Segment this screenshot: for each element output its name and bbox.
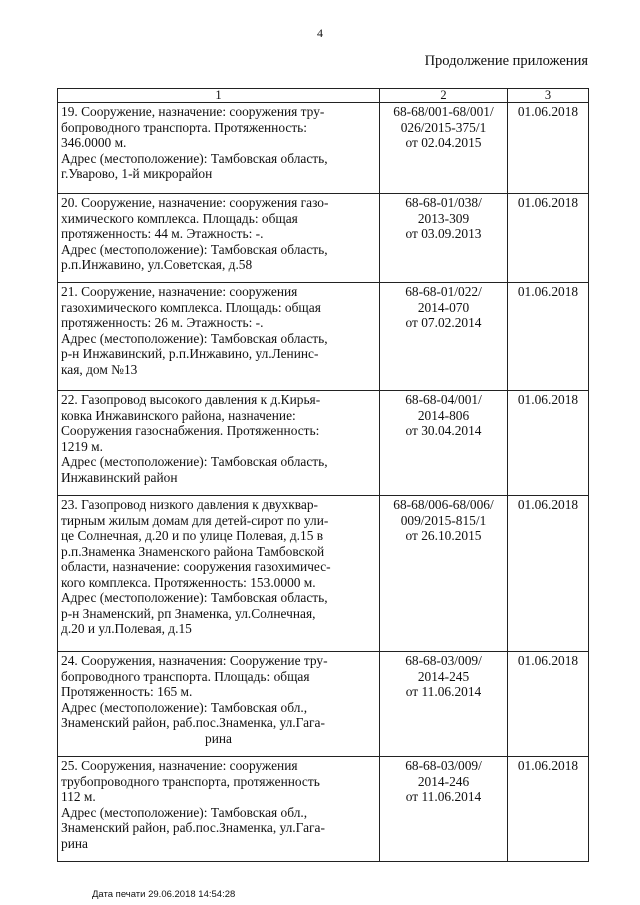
description-line: химического комплекса. Площадь: общая: [61, 210, 298, 226]
date-cell: 01.06.2018: [508, 194, 589, 283]
date-cell: 01.06.2018: [508, 283, 589, 391]
object-description: [58, 391, 380, 496]
registration-number: [380, 103, 508, 194]
date-cell: 01.06.2018: [508, 103, 589, 194]
description-line: р.п.Инжавино, ул.Советская, д.58: [61, 257, 253, 272]
number-line: 026/2015-375/1: [400, 119, 487, 135]
object-description: [58, 103, 380, 194]
registration-number: [380, 652, 508, 757]
description-line: газохимического комплекса. Площадь: общая: [61, 299, 321, 315]
object-description: [58, 757, 380, 862]
registration-number: [380, 283, 508, 391]
number-line: от 26.10.2015: [405, 528, 482, 543]
number-line: от 07.02.2014: [405, 315, 482, 330]
description-line: кого комплекса. Протяженность: 153.0000 м.: [61, 574, 316, 590]
description-line: д.20 и ул.Полевая, д.15: [61, 621, 192, 636]
number-line: от 30.04.2014: [405, 423, 482, 438]
description-line: рина: [205, 730, 232, 746]
date-cell: 01.06.2018: [508, 652, 589, 757]
description-line: г.Уварово, 1-й микрорайон: [61, 166, 213, 181]
description-line: бопроводного транспорта. Площадь: общая: [61, 668, 310, 684]
table-row: [58, 194, 589, 283]
description-line: ковка Инжавинского района, назначение:: [61, 407, 296, 423]
description-line: р-н Знаменский, рп Знаменка, ул.Солнечная,: [61, 605, 316, 621]
description-line: 22. Газопровод высокого давления к д.Кирья-: [61, 392, 321, 407]
description-line: рина: [61, 835, 88, 851]
registration-number: [380, 757, 508, 862]
description-line: кая, дом №13: [61, 361, 138, 377]
registration-number: [380, 496, 508, 652]
description-line: Адрес (местоположение): Тамбовская область,: [61, 150, 328, 166]
object-description: [58, 283, 380, 391]
description-line: 23. Газопровод низкого давления к двухквар-: [61, 497, 318, 512]
page-number: 4: [317, 26, 323, 40]
number-line: 2014-245: [417, 668, 470, 684]
date-cell: 01.06.2018: [508, 496, 589, 652]
description-line: 25. Сооружения, назначение: сооружения: [61, 758, 298, 773]
registration-number: [380, 194, 508, 283]
number-line: 68-68-03/009/: [405, 653, 482, 668]
registration-number: [380, 391, 508, 496]
description-line: Протяженность: 165 м.: [61, 684, 193, 699]
number-line: от 11.06.2014: [405, 789, 482, 804]
number-line: от 02.04.2015: [405, 135, 482, 150]
number-line: 68-68-01/038/: [405, 195, 482, 210]
table-row: [58, 496, 589, 652]
number-line: 2014-806: [417, 407, 470, 423]
number-line: 2014-246: [417, 773, 470, 789]
table-row: [58, 283, 589, 391]
number-line: 68-68-01/022/: [405, 284, 482, 299]
description-line: Знаменский район, раб.пос.Знаменка, ул.Гага-: [61, 715, 325, 730]
description-line: 21. Сооружение, назначение: сооружения: [61, 284, 298, 299]
description-line: Адрес (местоположение): Тамбовская область,: [61, 330, 328, 346]
header-col-2: 2: [380, 89, 508, 103]
appendix-table: [57, 88, 589, 862]
description-line: це Солнечная, д.20 и по улице Полевая, д.15 в: [61, 528, 324, 543]
object-description: [58, 496, 380, 652]
description-line: Адрес (местоположение): Тамбовская область,: [61, 590, 328, 605]
header-col-3: 3: [508, 89, 589, 103]
number-line: 2014-070: [417, 299, 470, 315]
description-line: области, назначение: сооружения газохимичес-: [61, 559, 331, 574]
number-line: 68-68-03/009/: [405, 758, 482, 773]
description-line: 24. Сооружения, назначения: Сооружение тру-: [61, 653, 328, 668]
description-line: протяженность: 26 м. Этажность: -.: [61, 315, 264, 330]
description-line: р.п.Знаменка Знаменского района Тамбовской: [61, 543, 325, 559]
number-line: от 11.06.2014: [405, 684, 482, 699]
number-line: 68-68-04/001/: [405, 392, 482, 407]
object-description: [58, 652, 380, 757]
description-line: 1219 м.: [61, 438, 103, 454]
number-line: от 03.09.2013: [405, 226, 482, 241]
number-line: 2013-309: [417, 210, 470, 226]
date-cell: 01.06.2018: [508, 757, 589, 862]
description-line: 346.0000 м.: [61, 135, 127, 150]
date-cell: 01.06.2018: [508, 391, 589, 496]
description-line: 112 м.: [61, 789, 96, 804]
description-line: 20. Сооружение, назначение: сооружения газо-: [61, 195, 329, 210]
description-line: бопроводного транспорта. Протяженность:: [61, 119, 307, 135]
description-line: Знаменский район, раб.пос.Знаменка, ул.Гага-: [61, 820, 325, 835]
description-line: трубопроводного транспорта, протяженность: [61, 773, 320, 789]
table-row: [58, 652, 589, 757]
description-line: протяженность: 44 м. Этажность: -.: [61, 226, 264, 241]
description-line: Адрес (местоположение): Тамбовская обл.,: [61, 804, 308, 820]
description-line: Адрес (местоположение): Тамбовская обл.,: [61, 699, 308, 715]
description-line: тирным жилым домам для детей-сирот по ули-: [61, 512, 329, 528]
description-line: Сооружения газоснабжения. Протяженность:: [61, 423, 320, 438]
object-description: [58, 194, 380, 283]
description-line: Адрес (местоположение): Тамбовская область,: [61, 454, 328, 469]
table-row: [58, 757, 589, 862]
description-line: Инжавинский район: [61, 469, 178, 485]
table-row: [58, 103, 589, 194]
table-row: [58, 391, 589, 496]
table-header-row: [58, 89, 589, 103]
description-line: Адрес (местоположение): Тамбовская область,: [61, 241, 328, 257]
print-date-footer: Дата печати 29.06.2018 14:54:28: [92, 889, 236, 900]
number-line: 68-68/001-68/001/: [393, 104, 494, 119]
description-line: 19. Сооружение, назначение: сооружения тру-: [61, 104, 325, 119]
number-line: 009/2015-815/1: [400, 512, 487, 528]
description-line: р-н Инжавинский, р.п.Инжавино, ул.Ленинс-: [61, 346, 319, 361]
number-line: 68-68/006-68/006/: [393, 497, 494, 512]
continuation-title: Продолжение приложения: [424, 53, 588, 69]
header-col-1: 1: [58, 89, 380, 103]
